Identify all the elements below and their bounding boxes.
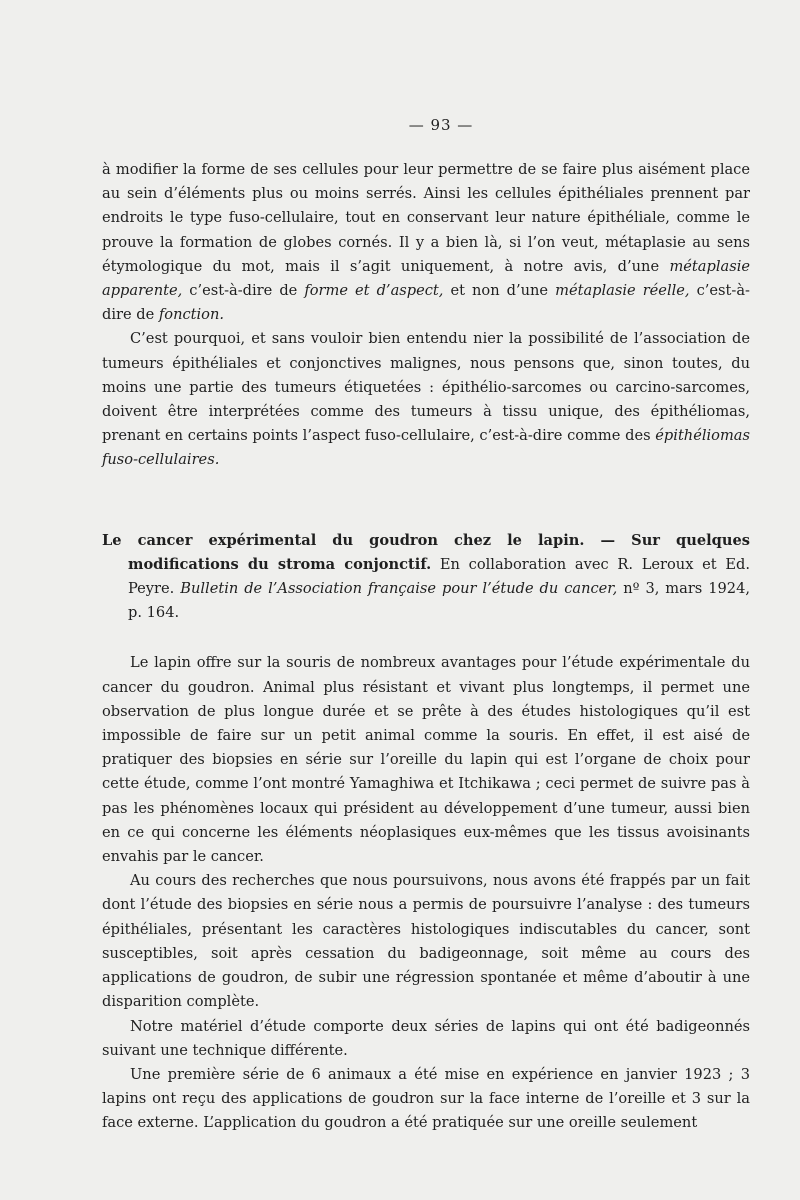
text-run: c’est-à-dire de [182,282,305,300]
section-body [102,651,750,1135]
italic-term: fonction. [158,306,225,324]
journal-name: Bulletin de l’Association française pour l’étude du cancer, [180,580,618,598]
italic-term: métaplasie réelle, [555,282,690,300]
text-run: à modifier la forme de ses cellules pour leur permettre de se faire plus aisément place au sein d’éléments plus ou moins serrés. Ainsi les cellules épithéliales prennent par endroits le type fuso-cellulaire, tout en conservant leur nature épithéliale, comme le prouve la formation de globes cornés. Il y a bien là, si l’on veut, métaplasie au sens étymologique du mot, mais il s’agit uniquement, à notre avis, d’une [102,161,750,275]
text-run: et non d’une [443,282,556,300]
section-title: Le cancer expérimental du goudron chez le lapin. — Sur quelques modifications du stroma conjonctif. [102,531,750,573]
paragraph-conclusion [102,327,750,472]
italic-term: épithéliomas fuso-cellulaires. [102,427,750,469]
italic-term: forme et d’aspect, [304,282,444,300]
reference-details: nº 3, mars 1924, p. 164. [128,580,751,622]
paragraph-research-findings: Au cours des recherches que nous poursuivons, nous avons été frappés par un fait dont l’étude des biopsies en série nous a permis de poursuivre l’analyse : des tumeurs épithéliales, présentant les caractères histologiques indiscutables du cancer, sont susceptibles, soit après cessation du badigeonnage, soit même au cours des applications de goudron, de subir une régression spontanée et même d’aboutir à une disparition complète. [102,872,750,1011]
section-reference: En collaboration avec R. Leroux et Ed. Peyre. [128,555,751,598]
paragraph-first-series: Une première série de 6 animaux a été mise en expérience en janvier 1923 ; 3 lapins ont reçu des applications de goudron sur la face interne de l’oreille et 3 sur la face externe. L’application du goudron a été pratiquée sur une oreille seulement [102,1065,750,1132]
text-run: c’est-à-dire de [102,282,750,324]
page-number: — 93 — [408,116,474,134]
paragraph-rabbit-advantages: Le lapin offre sur la souris de nombreux avantages pour l’étude expérimentale du cancer du goudron. Animal plus résistant et vivant plus longtemps, il permet une observation de plus longue durée et se prête à des études histologiques qu’il est impossible de faire sur un petit animal comme la souris. En effet, il est aisé de pratiquer des biopsies en série sur l’oreille du lapin qui est l’organe de choix pour cette étude, comme l’ont montré Yamaghiwa et Itchikawa ; ceci permet de suivre pas à pas les phénomènes locaux qui président au développement d’une tumeur, aussi bien en ce qui concerne les éléments néoplasiques eux-mêmes que les tissus avoisinants envahis par le cancer. [102,654,750,866]
paragraph-material: Notre matériel d’étude comporte deux séries de lapins qui ont été badigeonnés suivant une technique différente. [102,1017,750,1059]
italic-term: métaplasie apparente, [102,257,750,300]
paragraph-metaplasia [102,158,750,327]
text-run: C’est pourquoi, et sans vouloir bien entendu nier la possibilité de l’association de tumeurs épithéliales et conjonctives malignes, nous pensons que, sinon toutes, du moins une partie des tumeurs étiquetées : épithélio-sarcomes ou carcino-sarcomes, doivent être interprétées comme des tumeurs à tissu unique, des épithéliomas, prenant en certains points l’aspect fuso-cellulaire, c’est-à-dire comme des [102,330,750,445]
section-heading [102,529,750,626]
